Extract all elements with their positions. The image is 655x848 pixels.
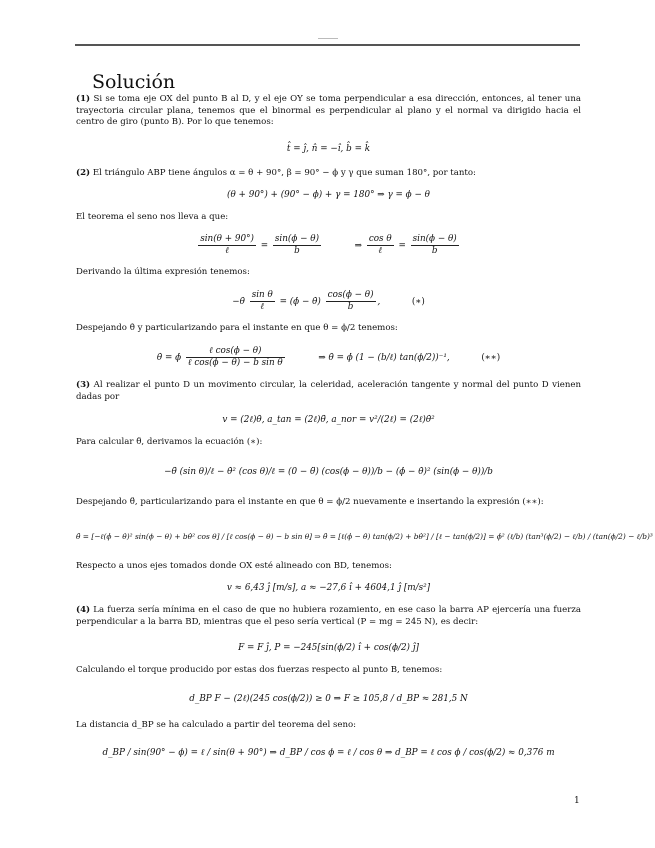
paragraph-2 — [76, 168, 581, 180]
equation-5: θ̇ = ϕ̇ $\frac{\text{ℓ cos(ϕ − θ)}}{\text{ℓ cos(ϕ − θ) − b sin θ}}$ ⇒ θ̇ = ϕ̇ (1 − (b/ℓ) tan(ϕ/2))⁻¹, (∗∗) — [156, 346, 501, 368]
header-mark — [318, 38, 338, 39]
paragraph-5: Despejando θ̇ y particularizando para el instante en que θ = ϕ/2 tenemos: — [76, 323, 398, 333]
paragraph-9: Respecto a unos ejes tomados donde OX esté alineado con BD, tenemos: — [76, 561, 392, 571]
equation-12: d_BP / sin(90° − ϕ) = ℓ / sin(θ + 90°) ⇒ d_BP / cos ϕ = ℓ / cos θ ⇒ d_BP = ℓ cos ϕ / cos(ϕ/2) ≈ 0,376 m — [102, 748, 555, 758]
fraction: $\frac{\sin(\theta + 90^\circ)}{\text{ℓ}}$ — [200, 234, 254, 256]
equation-1: t̂ = ȷ̂, n̂ = −ı̂, b̂ = k̂ — [286, 144, 371, 154]
equation-6: v = (2ℓ)θ̇, a_tan = (2ℓ)θ̈, a_nor = v²/(2ℓ) = (2ℓ)θ̇² — [222, 415, 435, 425]
section-label-4: (4) — [76, 605, 91, 615]
paragraph-12: La distancia d_BP se ha calculado a partir del teorema del seno: — [76, 720, 357, 730]
header-rule — [75, 44, 580, 46]
equation-10: F = F ȷ̂, P = −245[sin(ϕ/2) ı̂ + cos(ϕ/2) ȷ̂] — [238, 643, 419, 653]
paragraph-6 — [76, 380, 581, 403]
paragraph-10-text: La fuerza sería mínima en el caso de que no hubiera rozamiento, en ese caso la barra AP ejercería una fuerza perpendicular a la barra BD, mientras que el peso sería vertical (P = mg = 245 N), es decir: — [76, 605, 581, 627]
section-label-2: (2) — [76, 168, 91, 178]
section-label-1: (1) — [76, 94, 91, 104]
equation-3: $\frac{\sin(\theta + 90^\circ)}{\text{ℓ}}$ = $\frac{\sin(\phi - \theta)}{b}$ ⇒ $\frac{\text{cos θ}}{\text{ℓ}}$ = $\frac{\sin(\phi - \theta)}{b}$ — [200, 234, 457, 256]
paragraph-3: El teorema el seno nos lleva a que: — [76, 212, 229, 222]
equation-8: θ̈ = [−ℓ(ϕ̇ − θ̇)² sin(ϕ − θ) + bθ̇² cos θ] / [ℓ cos(ϕ − θ) − b sin θ] ⇒ θ̈ = [ℓ(ϕ̇ − θ̇) tan(ϕ/2) + bθ̇²] / [ℓ − tan(ϕ/2)] = ϕ̇² (ℓ/b) (tan³(ϕ/2) − ℓ/b) / (tan(ϕ/2) − ℓ/b)³ — [76, 532, 653, 541]
paragraph-7: Para calcular θ̈, derivamos la ecuación (∗): — [76, 437, 263, 447]
equation-tag: (∗∗) — [481, 353, 501, 363]
equation-2: (θ + 90°) + (90° − ϕ) + γ = 180° ⇒ γ = ϕ − θ — [227, 190, 430, 200]
equation-tag: (∗) — [411, 297, 425, 307]
paragraph-11: Calculando el torque producido por estas dos fuerzas respecto al punto B, tenemos: — [76, 665, 443, 675]
fraction: $\frac{\text{cos θ}}{\text{ℓ}}$ — [368, 234, 392, 256]
page-title: Solución — [92, 71, 176, 93]
paragraph-8: Despejando θ̈, particularizando para el instante en que θ = ϕ/2 nuevamente e insertando la expresión (∗∗): — [76, 497, 544, 507]
paragraph-1 — [76, 94, 581, 129]
fraction: $\frac{\sin(\phi - \theta)}{b}$ — [274, 234, 320, 256]
fraction: $\frac{\cos(\phi - \theta)}{b}$ — [327, 290, 374, 312]
paragraph-10 — [76, 605, 581, 628]
equation-4: −θ̇ $\frac{\text{sin θ}}{\text{ℓ}}$ = (ϕ̇ − θ̇) $\frac{\cos(\phi - \theta)}{b}$ , (∗) — [232, 290, 425, 312]
paragraph-6-text: Al realizar el punto D un movimento circular, la celeridad, aceleración tangente y normal del punto D vienen dadas por — [76, 380, 581, 402]
equation-11: d_BP F − (2ℓ)(245 cos(ϕ/2)) ≥ 0 ⇒ F ≥ 105,8 / d_BP ≈ 281,5 N — [189, 694, 468, 704]
paragraph-2-text: El triángulo ABP tiene ángulos α = θ + 90°, β = 90° − ϕ y γ que suman 180°, por tanto: — [92, 168, 476, 178]
fraction: $\frac{\sin(\phi - \theta)}{b}$ — [412, 234, 457, 256]
page-number: 1 — [574, 796, 580, 806]
fraction: $\frac{\text{sin θ}}{\text{ℓ}}$ — [251, 290, 273, 312]
equation-9: v ≈ 6,43 ȷ̂ [m/s], a ≈ −27,6 ı̂ + 4604,1 ȷ̂ [m/s²] — [226, 583, 431, 593]
paragraph-1-text: Si se toma eje OX del punto B al D, y el eje OY se toma perpendicular a esa dirección, entonces, al tener una trayectoria circular plana, tenemos que el binormal es perpendicular al plano y el normal va dirigido hacia el centro de giro (punto B). Por lo que tenemos: — [76, 94, 582, 127]
equation-7: −θ̈ (sin θ)/ℓ − θ̇² (cos θ)/ℓ = (0 − θ̈) (cos(ϕ − θ))/b − (ϕ̇ − θ̇)² (sin(ϕ − θ))/b — [164, 467, 493, 477]
section-label-3: (3) — [76, 380, 91, 390]
fraction: $\frac{\text{ℓ cos(ϕ − θ)}}{\text{ℓ cos(ϕ − θ) − b sin θ}}$ — [187, 346, 283, 368]
paragraph-4: Derivando la última expresión tenemos: — [76, 267, 250, 277]
